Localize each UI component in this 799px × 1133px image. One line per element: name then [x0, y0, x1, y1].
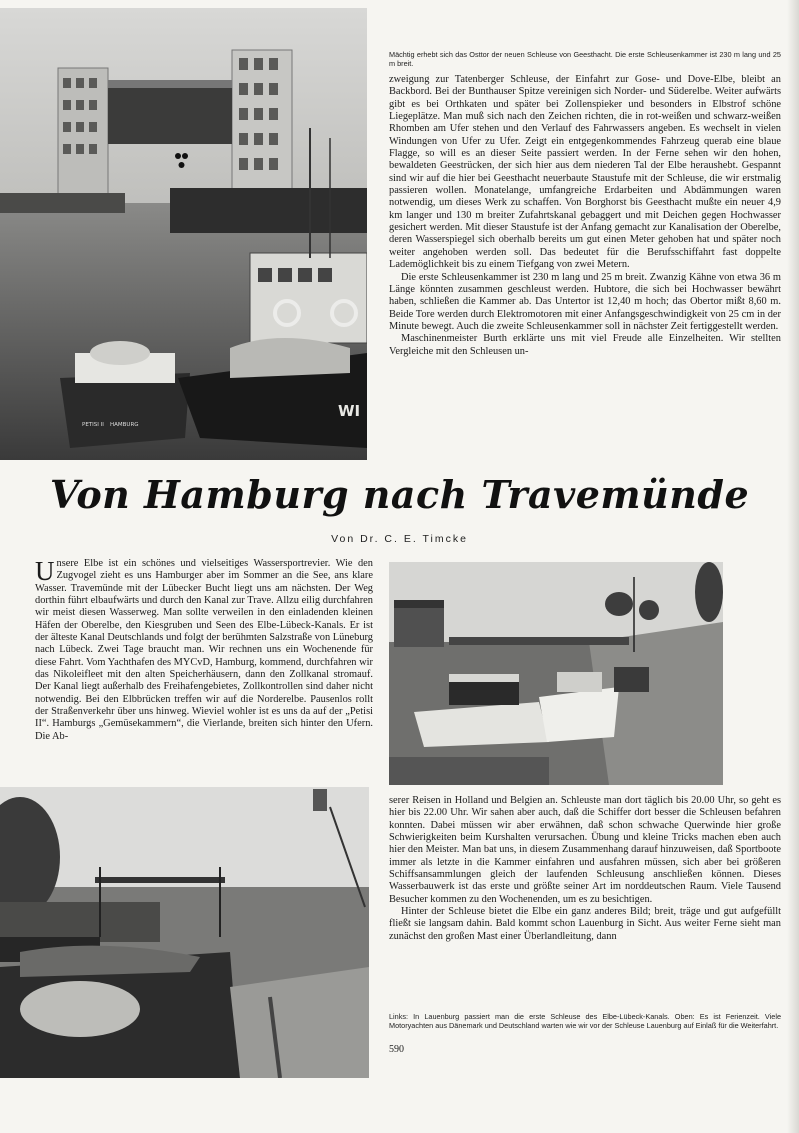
column-bottom-right [389, 795, 781, 943]
photo-geesthacht-lock [0, 8, 367, 460]
photo-lauenburg-waiting-image [389, 562, 723, 785]
boat-hull-letters: WI [338, 402, 361, 420]
boat-name-petisi: PETISI II [82, 422, 104, 428]
paragraph: Die erste Schleusenkammer ist 230 m lang und 25 m breit. Zwanzig Kähne von etwa 36 m Länge könnten zusammen geschleust werden. Hubtore, die sich bei Hochwasser bewährt haben, schließen die Kammer ab. Das Untertor ist 12,40 m hoch; das Obertor mißt 8,60 m. Beide Tore werden durch Elektromotoren mit einer Anfangsgeschwindigkeit von 25 cm in der Minute bewegt. Auch die zweite Schleusenkammer soll in nächster Zeit fertiggestellt werden. [389, 271, 781, 332]
paragraph-text: nsere Elbe ist ein schönes und vielseitiges Wassersportrevier. Wie den Zugvogel zieht es uns Hamburger aber im Sommer an die See, ans klare Wasser. Travemünde mit der Lübecker Bucht liegt uns am nächsten. Der Weg dorthin führt elbaufwärts und durch den Kanal zur Trave. Allzu eilig durchfahren wir meist diesen Wasserweg. Man sollte verweilen in den einladenden kleinen Häfen der Oberelbe, den Kiesgruben und Seen des Elbe-Lübeck-Kanals. Er ist der älteste Kanal Deutschlands und folgt der berühmten Salzstraße von Lüneburg nach Lübeck. Zwei Tage braucht man. Wir rechnen uns ein Wochenende für diese Fahrt. Vom Yachthafen des MYCvD, Hamburg, kommend, durchfahren wir das Nikoleifleet mit den alten Speicherhäusern, dann den Zollkanal stromauf. Der Kanal liegt außerhalb des Freihafengebietes, Zollkontrollen sind daher nicht notwendig. Bei den Elbbrücken treffen wir auf die Norderelbe. Pausenlos rollt der Straßenverkehr über uns hinweg. Wieviel wohler ist es uns da auf der „Petisi II“. Hamburgs „Gemüsekammern“, die Vierlande, breiten sich hinter den Ufern. Die Ab- [35, 558, 373, 742]
photo-lauenburg-waiting [389, 562, 723, 785]
caption-bottom: Links: In Lauenburg passiert man die erste Schleuse des Elbe-Lübeck-Kanals. Oben: Es ist Ferienzeit. Viele Motoryachten aus Dänemark und Deutschland warten wie wir vor der Schleuse Lauenburg auf Einlaß für die Weiterfahrt. [389, 1012, 781, 1031]
paragraph: Maschinenmeister Burth erklärte uns mit viel Freude alle Einzelheiten. Wir stellten Vergleiche mit den Schleusen un- [389, 333, 781, 357]
dropcap: U [35, 556, 55, 586]
photo-lauenburg-lock-image [0, 787, 369, 1078]
paragraph [35, 558, 373, 743]
caption-top: Mächtig erhebt sich das Osttor der neuen Schleuse von Geesthacht. Die erste Schleusenkammer ist 230 m lang und 25 m breit. [389, 50, 781, 69]
paragraph: serer Reisen in Holland und Belgien an. Schleuste man dort täglich bis 20.00 Uhr, so geht es hier bis 22.00 Uhr. Wir sahen aber auch, daß die Schiffer dort besser die Schleusen befahren konnten. Dabei müssen wir aber erwähnen, daß schon schwache Querwinde hier große Schwierigkeiten beim Kurshalten verursachen. Übung und kleine Tricks machen eben auch hier den Meister. Man bat uns, in diesem Zusammenhang darauf hinzuweisen, daß Sportboote immer als letzte in die Kammer einfahren und ausfahren müssen, sich aber bei größeren Schiffsansammlungen gleich der laufenden Schleusung anschließen können. Dieses Wasserbauwerk ist das erste und größte seiner Art im norddeutschen Raum. Viele Tausend Besucher kommen zu den Wochenenden, um es zu besichtigen. [389, 795, 781, 905]
article-author: Von Dr. C. E. Timcke [331, 533, 468, 545]
column-left [35, 558, 373, 743]
page-number: 590 [389, 1044, 404, 1055]
column-top-right [389, 74, 781, 358]
page-edge-shadow [787, 0, 799, 1133]
photo-lauenburg-lock [0, 787, 369, 1078]
boat-name-hamburg: HAMBURG [110, 422, 139, 428]
photo-geesthacht-lock-image [0, 8, 367, 460]
paragraph: zweigung zur Tatenberger Schleuse, der Einfahrt zur Gose- und Dove-Elbe, bleibt an Backbord. Bei der Bunthauser Spitze vereinigen sich Norder- und Süderelbe. Weiter aufwärts gibt es bei Orthkaten und später bei Zollenspieker und besonders in Elbstrof schöne Liegeplätze. Man muß sich nach den Zeichen richten, die in rot-weißen und schwarz-weißen Rhomben am Ufer stehen und den Verlauf des Fahrwassers angeben. Es wechselt in vielen Windungen von Ufer zu Ufer. Zeigt ein entgegenkommendes Fahrzeug querab eine blaue Flagge, so will es an dieser Seite passiert werden. In der Ferne sehen wir den hohen, bewaldeten Geestrücken, der sich hier aus dem niederen Tal der Elbe heraushebt. Gespannt sind wir auf die hier bei Geesthacht neuerbaute Staustufe mit der Schleuse, die wir erstmalig passieren wollen. Monatelange, umfangreiche Erdarbeiten und Abdämmungen waren notwendig, um dieses Werk zu schaffen. Von Borghorst bis Geesthacht mußte ein neuer 4,9 km langer und 130 m breiter Zufahrtskanal gebaggert und mit Deichen gegen Hochwasser gesichert werden. Mit dieser Staustufe ist der Anfang gemacht zur Kanalisation der Oberelbe, deren Wasserspiegel sich oberhalb bereits um gut einen Meter gehoben hat und später noch weiter angehoben werden soll. Das bedeutet für die Berufsschiffahrt fast doppelte Lademöglichkeit bis zu einem Tiefgang von zwei Metern. [389, 74, 781, 271]
article-title: Von Hamburg nach Travemünde [49, 472, 750, 517]
paragraph: Hinter der Schleuse bietet die Elbe ein ganz anderes Bild; breit, träge und gut aufgefüllt fließt sie langsam dahin. Bald kommt schon Lauenburg in Sicht. Aus weiter Ferne sieht man zunächst den großen Mast einer Überlandleitung, dann [389, 906, 781, 942]
